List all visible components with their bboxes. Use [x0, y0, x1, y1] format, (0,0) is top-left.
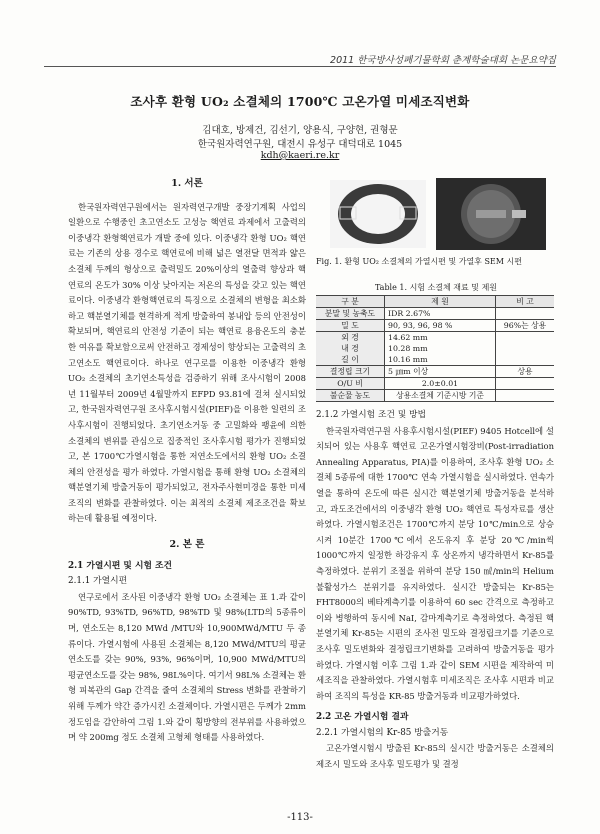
table-cell: IDR 2.67% — [385, 308, 496, 320]
table-cell — [496, 390, 555, 402]
table-row — [316, 390, 554, 402]
table-caption: Table 1. 시험 소결체 재료 및 제원 — [374, 283, 498, 292]
table-cell: 밀 도 — [316, 320, 385, 332]
table-cell — [496, 332, 555, 344]
table-row — [316, 308, 554, 320]
section-1-heading: 1. 서론 — [171, 178, 203, 189]
table-cell: 결정립 크기 — [316, 366, 385, 378]
affiliation: 한국원자력연구원, 대전시 유성구 대덕대로 1045 — [197, 139, 403, 150]
header-rule — [44, 66, 556, 67]
figure-caption: Fig. 1. 환형 UO₂ 소결체의 가열시편 및 가열후 SEM 시편 — [316, 257, 522, 266]
table-cell: 14.62 mm — [385, 332, 496, 344]
table-cell: 상용 — [496, 366, 555, 378]
authors: 김대호, 방제건, 김선기, 양용식, 구양현, 권형문 — [202, 125, 398, 136]
table-cell: 10.16 mm — [385, 354, 496, 366]
subsection-2-2-1: 2.2.1 가열시험의 Kr-85 방출거동 — [316, 727, 449, 738]
paper-title: 조사후 환형 UO₂ 소결체의 1700℃ 고온가열 미세조직변화 — [130, 94, 470, 109]
table-header-cell: 비 고 — [496, 296, 555, 308]
method-paragraph: 한국원자력연구원 사용후시험시설(PIEF) 9405 Hotcell에 설치되어 있는 사용후 핵연료 고온가열시험장비(Post-irradiation Annealing Apparatus, PIA)를 이용하여, 조사후 환형 UO₂ 소결체 5종류에 대한 1700℃ 연속 가열시험을 실시하였다. 연속가열을 통하여 온도에 따른 실시간 핵분열기체 방출거동을 분석하고, 과도조건에서의 이중냉각 환형 UO₂ 핵연료 특성자료를 생산하였다. 가열시험조건은 1700℃까지 분당 10℃/min으로 상승시켜 10분간 1700℃에서 온도유지 후 분당 20℃/min씩 1000℃까지 일정한 하강유지 후 상온까지 냉각하면서 Kr-85를 측정하였다. 분위기 조절을 위하여 분당 150 ㎖/min의 Helium 불활성가스 분위기를 유지하였다. 실시간 방출되는 Kr-85는 FHT8000의 베타계측기를 이용하여 60 sec 간격으로 측정하고 이와 병행하여 동시에 NaI, 감마계측기로 측정하였다. 측정된 핵분열기체 Kr-85는 시편의 조사전 밀도와 결정립크기를 기준으로 조사후 밀도변화와 결정립크기변화를 고려하여 방출거동을 평가하였다. 가열시험 이후 그림 1.과 같이 SEM 시편을 제작하여 미세조직을 관찰하였다. 가열시험후 미세조직은 조사후 시편과 비교하여 조직의 특성을 KR-85 방출거동과 비교평가하였다. — [316, 425, 554, 701]
section-2-heading: 2. 본 론 — [169, 539, 205, 551]
intro-paragraph: 한국원자력연구원에서는 원자력연구개발 중장기계획 사업의 일환으로 수행중인 초고연소도 고성능 핵연료 과제에서 고출력의 이중냉각 환형핵연료가 개발 중에 있다. 이중냉각 환형 UO₂ 핵연료는 기존의 상용 경수로 핵연료에 비해 넓은 열전달 면적과 얇은 소결체 두께의 형상으로 출력밀도 20%이상의 열출력 향상과 핵연료의 온도가 30% 이상 낮아지는 저온의 특성을 갖고 있는 핵연료이다. 이중냉각 환형핵연료의 특징으로 소결체의 변형을 최소화하고 핵분열기체를 현격하게 적게 방출하여 봉내압 등의 안전성이 확보되며, 핵연료의 안전성 기준이 되는 핵연료 용융온도의 충분한 여유를 확보함으로써 안전하고 경제성이 향상되는 고출력의 초고연소도 핵연료이다. 하나로 연구로를 이용한 이중냉각 환형 UO₂ 소결체의 초기연소특성을 검증하기 위해 조사시험이 2008년 11월부터 2009년 4월말까지 EFPD 93.81에 걸쳐 실시되었고, 한국원자력연구원 조사후시험시설(PIEF)을 이용한 일련의 조사후시험이 진행되었다. 초기연소거동 중 고밀화와 팽윤에 의한 소결체의 변위를 관심으로 집중적인 조사후시험 평가가 진행되었고, 본 1700℃가열시험을 통한 저연소도에서의 환형 UO₂ 소결체의 안전성을 평가 하였다. 가열시험을 통해 환형 UO₂ 소결체의 핵분열기체 방출거동이 평가되었고, 전자주사현미경을 통한 미세조직의 변화를 관찰하였다. 이는 최적의 소결체 제조조건을 확보하는데 활용될 예정이다. — [68, 201, 306, 524]
subsection-2-1-2: 2.1.2 가열시험 조건 및 방법 — [316, 410, 427, 420]
table-row — [316, 354, 554, 366]
table-header-row — [316, 296, 554, 308]
table-cell: 길 이 — [316, 354, 385, 366]
table-row — [316, 343, 554, 354]
table-cell — [496, 354, 555, 366]
specimen-paragraph: 연구로에서 조사된 이중냉각 환형 UO₂ 소결체는 표 1.과 같이 90%TD, 93%TD, 96%TD, 98%TD 및 98%(LTD의 5종류이며, 연소도는 8,120 MWd /MTU와 10,900MWd/MTU 두 종류이다. 가열시험에 사용된 소결체는 8,120 MWd/MTU의 평균연소도를 갖는 90%, 93%, 96%이며, 10,900 MWd/MTU의 평균연소도를 갖는 98%, 98L%이다. 여기서 98L% 소결체는 환형 피복관의 Gap 간격을 줄여 소결체의 Stress 변화를 관찰하기위해 두께가 약간 증가시킨 소결체이다. 가열시편은 두께가 2mm정도임을 감안하여 그림 1.와 같이 횡방향의 전부위를 사용하였으며 약 200mg 정도 소결체 고형체 형태를 사용하였다. — [68, 591, 306, 743]
table-row — [316, 366, 554, 378]
table-cell: O/U 비 — [316, 378, 385, 390]
table-header-cell: 구 분 — [316, 296, 385, 308]
sem-specimen-image — [436, 178, 546, 250]
table-cell: 2.0±0.01 — [385, 378, 496, 390]
subsection-2-2: 2.2 고온 가열시험 결과 — [316, 712, 409, 723]
table-cell — [496, 308, 555, 320]
right-column — [316, 408, 554, 773]
table-cell: 5 ㎛m 이상 — [385, 366, 496, 378]
annular-pellet-image — [330, 180, 426, 248]
page-number: -113- — [287, 812, 313, 823]
table-1 — [316, 295, 554, 402]
results-paragraph: 고온가열시험시 방출된 Kr-85의 실시간 방출거동은 소결체의 제조시 밀도와 조사후 밀도평가 및 결정 — [316, 743, 554, 770]
running-header: 2011 한국방사성폐기물학회 춘계학술대회 논문요약집 — [330, 55, 556, 66]
table-row — [316, 378, 554, 390]
left-column — [68, 176, 306, 746]
table-header-cell: 제 원 — [385, 296, 496, 308]
table-cell: 90, 93, 96, 98 % — [385, 320, 496, 332]
table-cell — [496, 378, 555, 390]
table-row — [316, 320, 554, 332]
email-link[interactable]: kdh@kaeri.re.kr — [260, 150, 340, 161]
table-cell: 10.28 mm — [385, 343, 496, 354]
table-cell: 내 경 — [316, 343, 385, 354]
table-cell: 불순물 농도 — [316, 390, 385, 402]
table-cell — [496, 343, 555, 354]
subsection-2-1: 2.1 가열시편 및 시험 조건 — [68, 560, 173, 571]
table-cell: 상용소결체 기준시방 기준 — [385, 390, 496, 402]
table-cell: 96%는 상용 — [496, 320, 555, 332]
subsection-2-1-1: 2.1.1 가열시편 — [68, 576, 128, 587]
table-row — [316, 332, 554, 344]
table-cell: 외 경 — [316, 332, 385, 344]
table-cell: 분말 및 농축도 — [316, 308, 385, 320]
